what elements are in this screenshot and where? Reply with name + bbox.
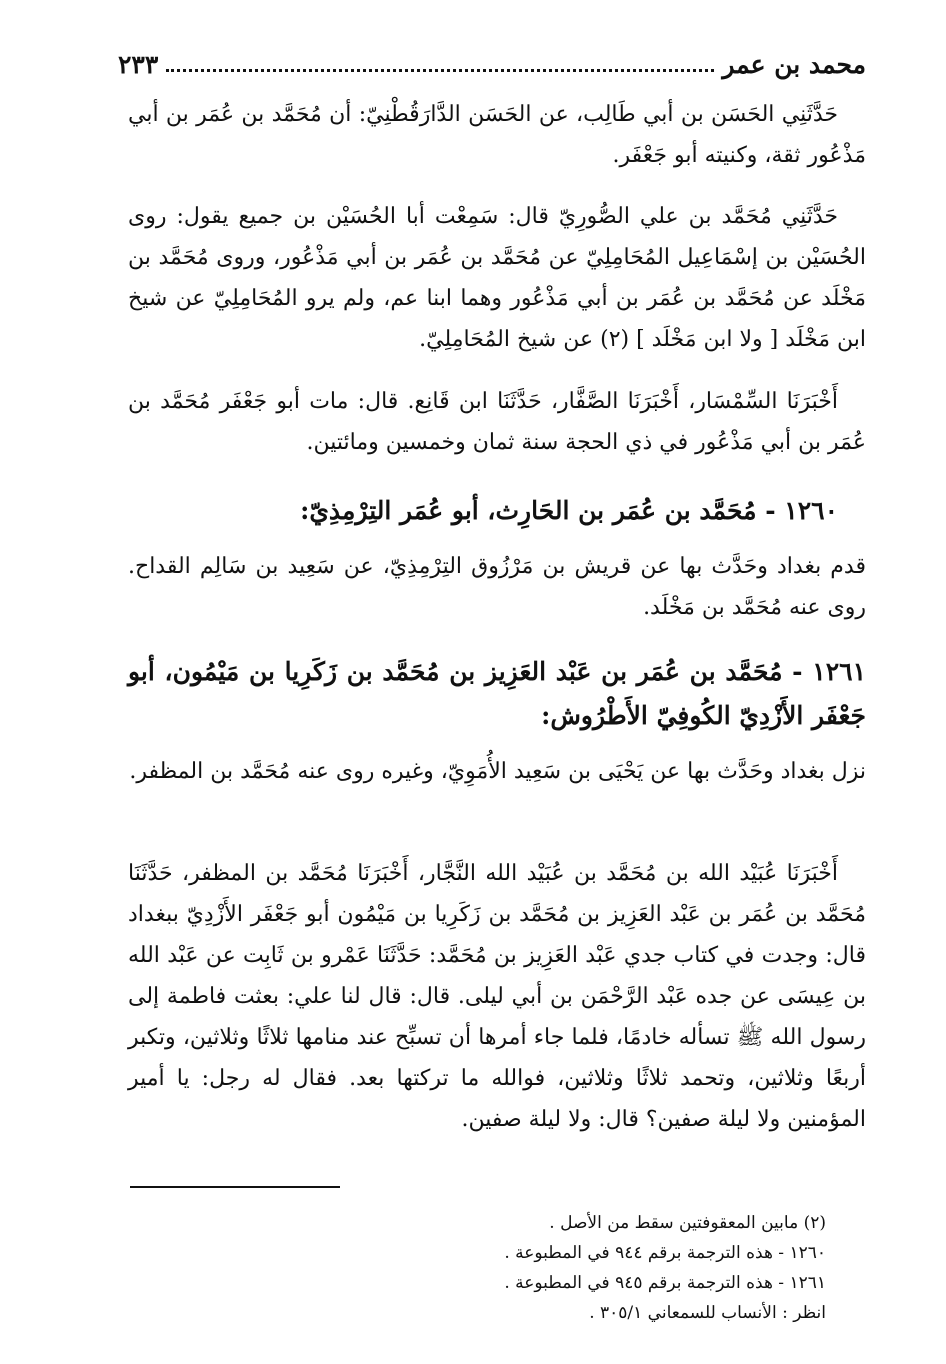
paragraph-text: أَخْبَرَنَا عُبَيْد الله بن مُحَمَّد بن عُبَيْد الله النَّجَّار، أَخْبَرَنَا مُحَمَّد بن المظفر، حَدَّثَنَا مُحَمَّد بن عُمَر بن عَبْد العَزِيز بن مُحَمَّد بن زَكَرِيا بن مَيْمُون أبو جَعْفَر الأَزْدِيّ ببغداد قال: وجدت في كتاب جدي عَبْد العَزِيز بن مُحَمَّد: حَدَّثَنَا عَمْرو بن ثَابِت عن عَبْد الله بن عِيسَى عن جده عَبْد الرَّحْمَن بن أبي ليلى. قال: قال لنا علي: بعثت فاطمة إلى رسول الله ﷺ تسأله خادمًا، فلما جاء أمرها أن تسبِّح عند منامها ثلاثًا وثلاثين، وتكبر أربعًا وثلاثين، وتحمد ثلاثًا وثلاثين، فوالله ما تركتها بعد. فقال له رجل: يا أمير المؤمنين ولا ليلة صفين؟ قال: ولا ليلة صفين. bbox=[128, 861, 866, 1132]
entry-heading-text: ١٢٦٠ - مُحَمَّد بن عُمَر بن الحَارِث، أبو عُمَر التِرْمِذِيّ: bbox=[300, 496, 838, 525]
paragraph-1 bbox=[128, 94, 866, 176]
entry-heading-1260 bbox=[128, 489, 866, 533]
footnote-2: ١٢٦٠ - هذه الترجمة برقم ٩٤٤ في المطبوعة . bbox=[504, 1243, 826, 1263]
paragraph-text: نزل بغداد وحَدَّث بها عن يَحْيَى بن سَعِيد الأُمَوِيّ، وغيره روى عنه مُحَمَّد بن المظفر. bbox=[129, 759, 866, 784]
paragraph-3 bbox=[128, 381, 866, 463]
paragraph-2 bbox=[128, 196, 866, 360]
page-number: ٢٣٣ bbox=[118, 49, 159, 79]
paragraph-text: حَدَّثَنِي مُحَمَّد بن علي الصُّورِيّ قال: سَمِعْت أبا الحُسَيْن بن جميع يقول: روى الحُسَيْن بن إسْمَاعِيل المُحَامِلِيّ عن مُحَمَّد بن عُمَر بن أبي مَذْعُور، وروى مُحَمَّد بن مَخْلَد عن مُحَمَّد بن عُمَر بن أبي مَذْعُور وهما ابنا عم، ولم يرو المُحَامِلِيّ عن شيخ ابن مَخْلَد [ ولا ابن مَخْلَد ] (٢) عن شيخ المُحَامِلِيّ. bbox=[128, 204, 866, 352]
footnote-4: انظر : الأنساب للسمعاني ٣٠٥/١ . bbox=[589, 1303, 826, 1323]
page-header bbox=[118, 44, 866, 84]
paragraph-text: أَخْبَرَنَا السِّمْسَار، أَخْبَرَنَا الصَّفَّار، حَدَّثَنَا ابن قَانِع. قال: مات أبو جَعْفَر مُحَمَّد بن عُمَر بن أبي مَذْعُور في ذي الحجة سنة ثمان وخمسين ومائتين. bbox=[128, 389, 866, 455]
footnote-3: ١٢٦١ - هذه الترجمة برقم ٩٤٥ في المطبوعة . bbox=[504, 1273, 826, 1293]
paragraph-text: قدم بغداد وحَدَّث بها عن قريش بن مَرْزُوق التِرْمِذِيّ، عن سَعِيد بن سَالِم القداح. روى عنه مُحَمَّد بن مَخْلَد. bbox=[128, 554, 866, 620]
entry-heading-1261 bbox=[128, 650, 866, 738]
paragraph-6 bbox=[128, 853, 866, 1140]
paragraph-4 bbox=[128, 546, 866, 628]
entry-heading-text: ١٢٦١ - مُحَمَّد بن عُمَر بن عَبْد العَزِيز بن مُحَمَّد بن زَكَرِيا بن مَيْمُون، أبو جَعْفَر الأَزْدِيّ الكُوفِيّ الأَطْرُوش: bbox=[128, 657, 866, 730]
paragraph-text: حَدَّثَنِي الحَسَن بن أبي طَالِب، عن الحَسَن الدَّارَقُطْنِيّ: أن مُحَمَّد بن عُمَر بن أبي مَذْعُور ثقة، وكنيته أبو جَعْفَر. bbox=[128, 102, 866, 168]
dotted-leader bbox=[166, 69, 714, 72]
footnotes bbox=[300, 1208, 826, 1328]
running-title: محمد بن عمر bbox=[722, 49, 866, 79]
paragraph-5 bbox=[128, 751, 866, 792]
footnote-1: (٢) مابين المعقوفتين سقط من الأصل . bbox=[549, 1213, 826, 1233]
footnote-separator bbox=[130, 1186, 340, 1188]
